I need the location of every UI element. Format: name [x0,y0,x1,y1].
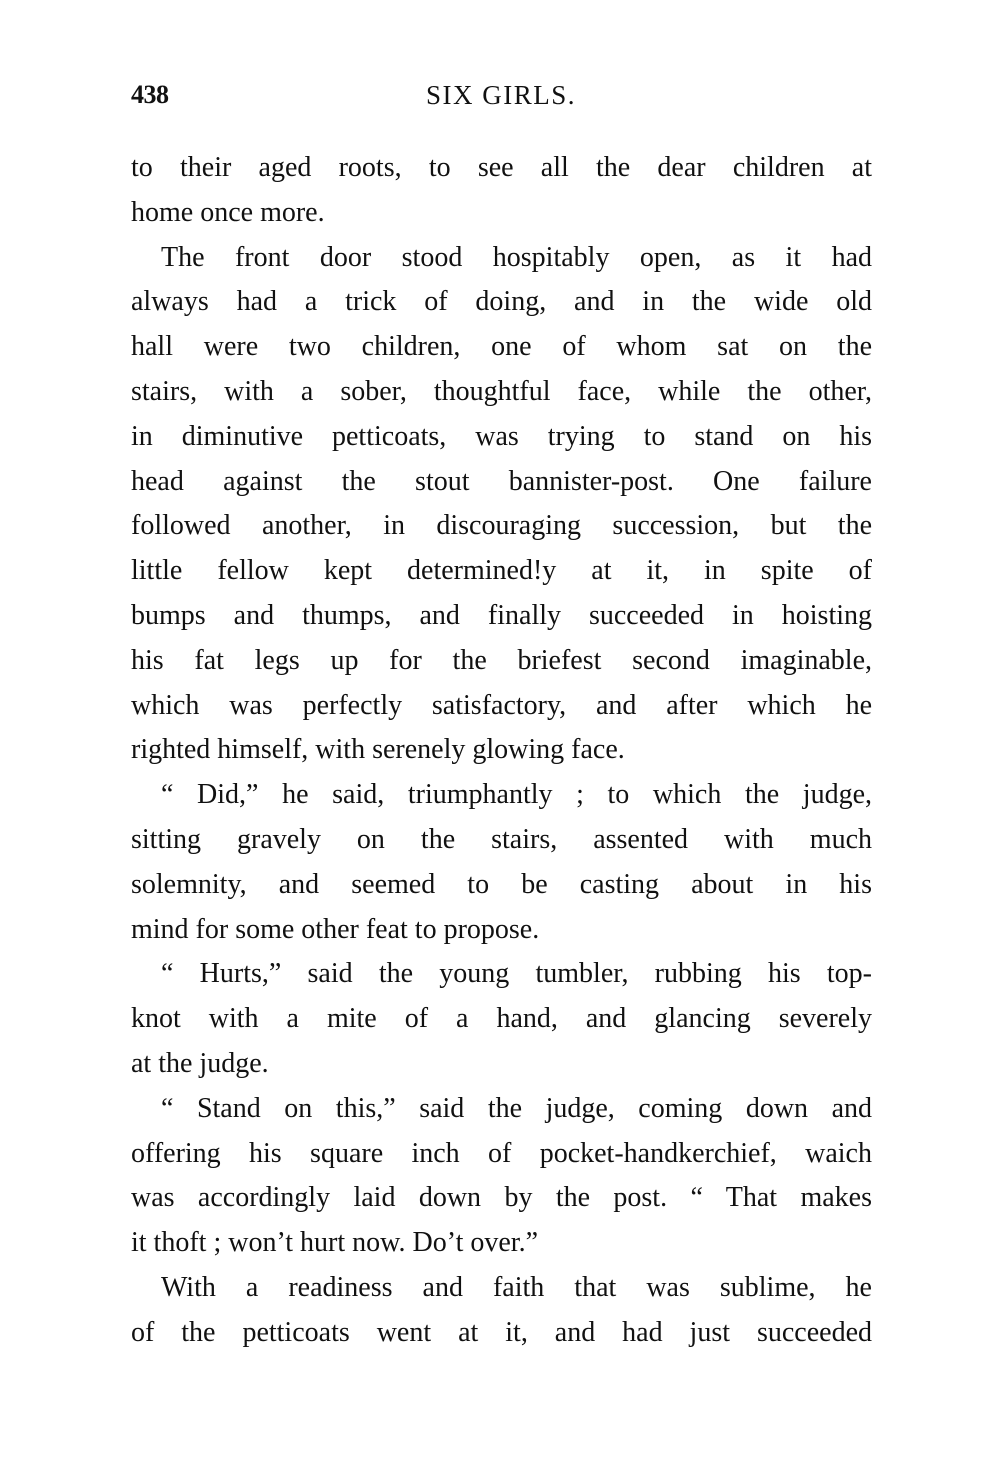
text-line: knot with a mite of a hand, and glancing severely [131,1003,872,1035]
text-line: “ Hurts,” said the young tumbler, rubbing his top- [161,958,872,990]
text-line: followed another, in discouraging succession, but the [131,510,872,542]
text-line: solemnity, and seemed to be casting about in his [131,868,872,900]
text-line: The front door stood hospitably open, as it had [161,241,872,273]
page-header [131,80,871,120]
text-line: it thoft ; won’t hurt now. Do’t over.” [131,1227,538,1259]
text-line: bumps and thumps, and finally succeeded in hoisting [131,599,872,631]
text-line: With a readiness and faith that was sublime, he [161,1271,872,1303]
text-line: of the petticoats went at it, and had just succeeded [131,1316,872,1348]
text-line: at the judge. [131,1047,269,1079]
page-number: 438 [131,80,169,109]
text-line: little fellow kept determined!y at it, in spite of [131,555,872,587]
text-line: mind for some other feat to propose. [131,913,540,945]
text-line: head against the stout bannister-post. One failure [131,465,872,497]
text-line: “ Stand on this,” said the judge, coming down and [161,1092,872,1124]
text-line: stairs, with a sober, thoughtful face, while the other, [131,375,872,407]
text-line: his fat legs up for the briefest second imaginable, [131,644,872,676]
text-line: “ Did,” he said, triumphantly ; to which the judge, [161,779,872,811]
text-line: which was perfectly satisfactory, and after which he [131,689,872,721]
text-line: in diminutive petticoats, was trying to stand on his [131,420,872,452]
running-head: SIX GIRLS. [425,80,576,110]
text-line: was accordingly laid down by the post. “ That makes [131,1182,872,1214]
text-line: home once more. [131,196,325,228]
text-line: sitting gravely on the stairs, assented with much [131,823,872,855]
body-text [131,146,872,1356]
text-line: to their aged roots, to see all the dear children at [131,152,872,183]
text-line: offering his square inch of pocket-handkerchief, waich [131,1137,872,1169]
text-line: righted himself, with serenely glowing face. [131,734,625,766]
text-line: always had a trick of doing, and in the wide old [131,286,872,318]
text-line: hall were two children, one of whom sat on the [131,331,872,363]
